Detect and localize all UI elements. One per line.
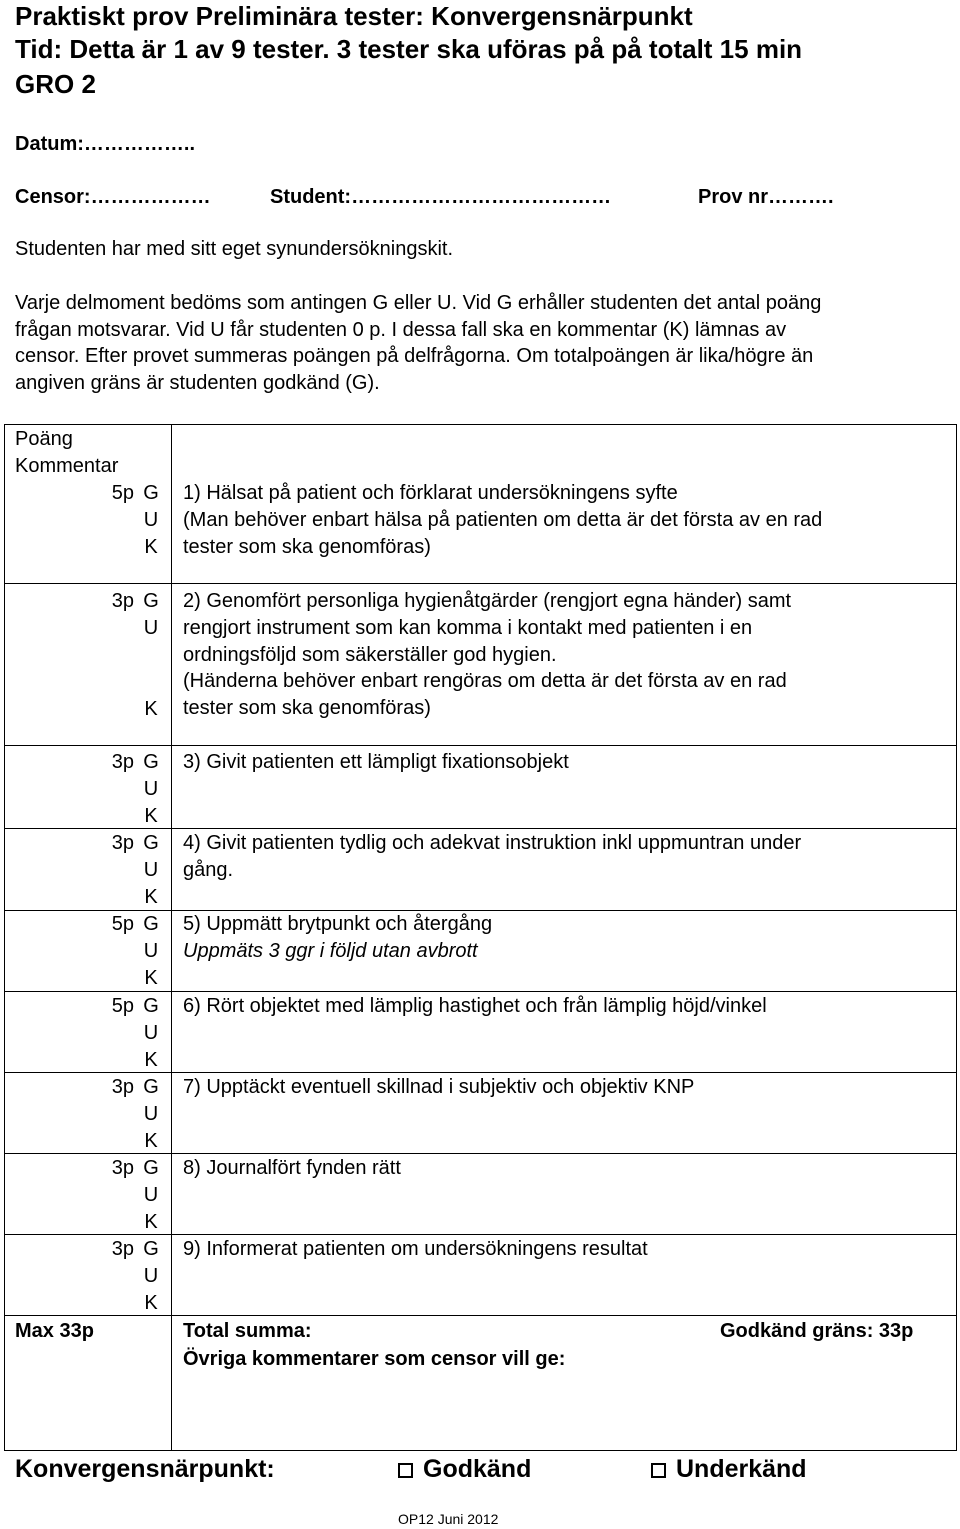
grade-u[interactable]: U: [143, 617, 159, 639]
grade-k[interactable]: K: [144, 805, 158, 827]
grade-k[interactable]: K: [144, 536, 158, 558]
points: 5p: [111, 913, 134, 935]
grade-u[interactable]: U: [143, 940, 159, 962]
grade-u[interactable]: U: [143, 1022, 159, 1044]
checkbox-icon[interactable]: [651, 1463, 666, 1478]
grade-k[interactable]: K: [144, 967, 158, 989]
score-cell-8: [60, 1155, 160, 1236]
points: 3p: [111, 1238, 134, 1260]
description-line: (Händerna behöver enbart rengöras om detta är det första av en rad: [183, 670, 787, 693]
option-underkand[interactable]: [651, 1454, 807, 1484]
header-kommentar: Kommentar: [15, 455, 119, 477]
table-column-divider: [171, 424, 172, 1451]
result-label: Konvergensnärpunkt:: [15, 1455, 275, 1483]
pass-limit: Godkänd gräns: 33p: [720, 1320, 914, 1342]
description-line: 3) Givit patienten ett lämpligt fixationsobjekt: [183, 751, 569, 773]
grade-k[interactable]: K: [144, 1292, 158, 1314]
description-line: 9) Informerat patienten om undersökningens resultat: [183, 1238, 648, 1260]
rules-line-1: Varje delmoment bedöms som antingen G eller U. Vid G erhåller studenten det antal poäng: [15, 292, 822, 314]
max-points: Max 33p: [15, 1320, 94, 1342]
item-3-description: [183, 749, 569, 776]
grade-g[interactable]: G: [143, 1157, 159, 1179]
grade-g[interactable]: G: [143, 832, 159, 854]
item-6-description: [183, 993, 767, 1020]
table-row-divider: [4, 583, 957, 584]
points: 3p: [111, 751, 134, 773]
table-border-top: [4, 424, 957, 425]
option-label: Godkänd: [423, 1455, 532, 1483]
grade-u[interactable]: U: [143, 1184, 159, 1206]
points: 3p: [111, 1157, 134, 1179]
grade-g[interactable]: G: [143, 751, 159, 773]
score-cell-5: [60, 911, 160, 992]
option-label: Underkänd: [676, 1455, 807, 1483]
grade-g[interactable]: G: [143, 1238, 159, 1260]
score-cell-1: [60, 480, 160, 561]
intro-line: Studenten har med sitt eget synundersökningskit.: [15, 238, 454, 260]
item-2-description: [183, 588, 791, 722]
grade-g[interactable]: G: [143, 913, 159, 935]
grade-k[interactable]: K: [144, 1049, 158, 1071]
option-godkand[interactable]: [398, 1454, 531, 1484]
score-cell-9: [60, 1236, 160, 1317]
grade-u[interactable]: U: [143, 1103, 159, 1125]
description-line: 4) Givit patienten tydlig och adekvat instruktion inkl uppmuntran under: [183, 832, 802, 854]
description-line: (Man behöver enbart hälsa på patienten om detta är det första av en rad: [183, 508, 823, 531]
description-line: 6) Rört objektet med lämplig hastighet och från lämplig höjd/vinkel: [183, 995, 767, 1017]
table-row-divider: [4, 745, 957, 746]
grade-u[interactable]: U: [143, 509, 159, 531]
description-line: 8) Journalfört fynden rätt: [183, 1157, 401, 1179]
grade-g[interactable]: G: [143, 1076, 159, 1098]
grade-k[interactable]: K: [144, 698, 158, 720]
item-8-description: [183, 1155, 401, 1182]
description-line: ordningsföljd som säkerställer god hygien.: [183, 643, 557, 666]
item-9-description: [183, 1236, 648, 1263]
item-5-description: [183, 911, 492, 965]
points: 5p: [111, 482, 134, 504]
description-line: 7) Upptäckt eventuell skillnad i subjektiv och objektiv KNP: [183, 1076, 695, 1098]
description-line: gång.: [183, 858, 234, 881]
grade-g[interactable]: G: [143, 482, 159, 504]
table-border-right: [956, 424, 957, 1451]
prov-nr-field: Prov nr……….: [698, 186, 834, 208]
student-field: Student:…………………………………: [270, 186, 612, 208]
description-note: Uppmäts 3 ggr i följd utan avbrott: [183, 939, 478, 962]
description-line: 5) Uppmätt brytpunkt och återgång: [183, 913, 493, 935]
table-border-left: [4, 424, 5, 1451]
score-cell-7: [60, 1074, 160, 1155]
description-line: rengjort instrument som kan komma i kontakt med patienten i en: [183, 616, 753, 639]
total-sum-label[interactable]: Total summa:: [183, 1320, 312, 1342]
title-line-3: GRO 2: [15, 69, 96, 99]
rules-line-3: censor. Efter provet summeras poängen på delfrågorna. Om totalpoängen är lika/högre än: [15, 345, 814, 367]
score-cell-3: [60, 749, 160, 830]
title-line-1: Praktiskt prov Preliminära tester: Konvergensnärpunkt: [15, 1, 693, 31]
censor-field: Censor:………………: [15, 186, 211, 208]
description-line: 2) Genomfört personliga hygienåtgärder (rengjort egna händer) samt: [183, 590, 792, 612]
description-line: tester som ska genomföras): [183, 697, 431, 720]
grade-k[interactable]: K: [144, 1211, 158, 1233]
footer-text: OP12 Juni 2012: [398, 1511, 499, 1527]
grade-u[interactable]: U: [143, 778, 159, 800]
title-line-2: Tid: Detta är 1 av 9 tester. 3 tester ska uföras på på totalt 15 min: [15, 34, 803, 64]
grade-u[interactable]: U: [143, 1265, 159, 1287]
grade-u[interactable]: U: [143, 859, 159, 881]
points: 3p: [111, 1076, 134, 1098]
rules-line-2: frågan motsvarar. Vid U får studenten 0 p. I dessa fall ska en kommentar (K) lämnas av: [15, 319, 787, 341]
checkbox-icon[interactable]: [398, 1463, 413, 1478]
grade-g[interactable]: G: [143, 995, 159, 1017]
grade-k[interactable]: K: [144, 1130, 158, 1152]
points: 3p: [111, 832, 134, 854]
item-4-description: [183, 830, 801, 884]
points: 3p: [111, 590, 134, 612]
grade-g[interactable]: G: [143, 590, 159, 612]
score-cell-4: [60, 830, 160, 911]
description-line: tester som ska genomföras): [183, 535, 431, 558]
description-line: 1) Hälsat på patient och förklarat undersökningens syfte: [183, 482, 678, 504]
rules-line-4: angiven gräns är studenten godkänd (G).: [15, 372, 380, 394]
censor-comments-label[interactable]: Övriga kommentarer som censor vill ge:: [183, 1348, 566, 1370]
header-poang: Poäng: [15, 428, 73, 450]
item-7-description: [183, 1074, 694, 1101]
table-border-bottom: [4, 1450, 957, 1451]
points: 5p: [111, 995, 134, 1017]
score-cell-2: [60, 588, 160, 723]
datum-field: Datum:……………..: [15, 133, 195, 155]
item-1-description: [183, 480, 822, 560]
score-cell-6: [60, 993, 160, 1074]
grade-k[interactable]: K: [144, 886, 158, 908]
